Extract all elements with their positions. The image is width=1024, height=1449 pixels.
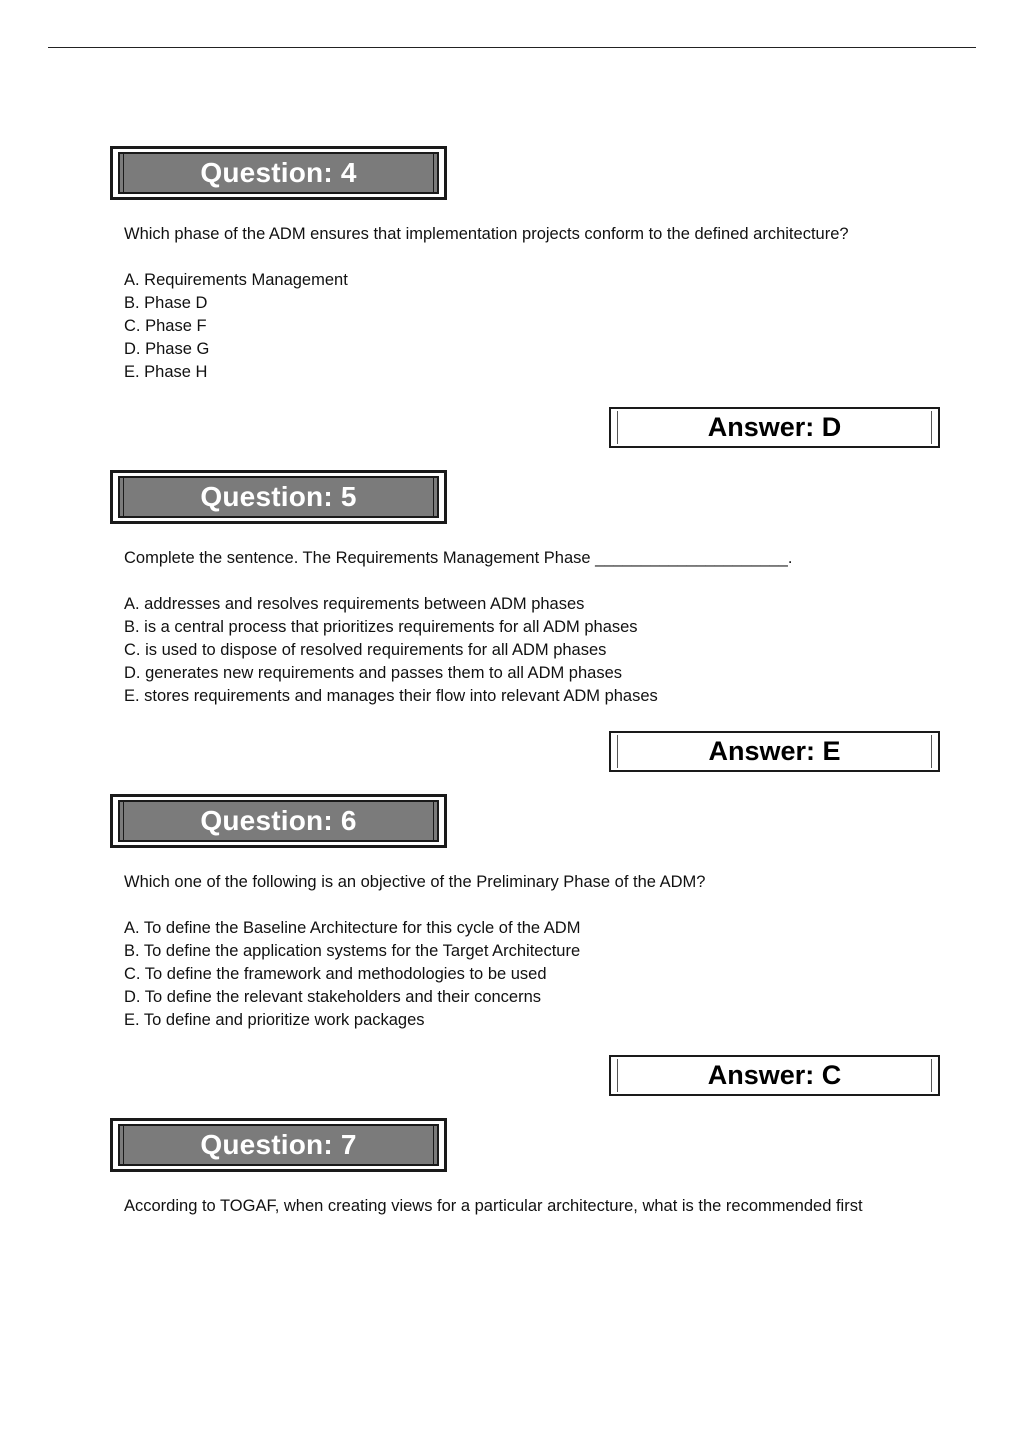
question-number: Question: 4 (200, 157, 357, 188)
question-header (110, 470, 447, 524)
answer-options (124, 593, 944, 708)
top-divider (48, 47, 976, 48)
question-number: Question: 7 (200, 1129, 357, 1160)
question-number: Question: 6 (200, 805, 357, 836)
option-item: A. Requirements Management (124, 271, 348, 289)
answer-box (609, 731, 940, 772)
question-header (110, 146, 447, 200)
option-item: D. generates new requirements and passes them to all ADM phases (124, 664, 623, 682)
option-item: A. addresses and resolves requirements between ADM phases (124, 595, 585, 613)
question-header (110, 1118, 447, 1172)
answer-label: Answer: D (707, 412, 842, 442)
option-item: B. is a central process that prioritizes requirements for all ADM phases (124, 618, 638, 636)
option-item: D. Phase G (124, 340, 210, 358)
answer-label: Answer: C (707, 1060, 842, 1090)
option-item: E. stores requirements and manages their flow into relevant ADM phases (124, 687, 658, 705)
option-item: C. is used to dispose of resolved requirements for all ADM phases (124, 641, 607, 659)
answer-box (609, 407, 940, 448)
answer-box (609, 1055, 940, 1096)
option-item: B. To define the application systems for the Target Architecture (124, 942, 581, 960)
option-item: C. Phase F (124, 317, 207, 335)
answer-options (124, 917, 944, 1032)
question-text: Which one of the following is an objective of the Preliminary Phase of the ADM? (124, 873, 706, 891)
answer-label: Answer: E (708, 736, 841, 766)
option-item: C. To define the framework and methodologies to be used (124, 965, 547, 983)
question-text: Which phase of the ADM ensures that implementation projects conform to the defined architecture? (124, 225, 849, 243)
question-text: Complete the sentence. The Requirements Management Phase _____________________. (124, 549, 793, 567)
option-item: B. Phase D (124, 294, 208, 312)
option-item: A. To define the Baseline Architecture for this cycle of the ADM (124, 919, 581, 937)
option-item: D. To define the relevant stakeholders and their concerns (124, 988, 542, 1006)
question-number: Question: 5 (200, 481, 357, 512)
question-header (110, 794, 447, 848)
question-text: According to TOGAF, when creating views for a particular architecture, what is the recommended first (124, 1197, 863, 1215)
answer-options (124, 269, 944, 384)
option-item: E. Phase H (124, 363, 208, 381)
option-item: E. To define and prioritize work packages (124, 1011, 425, 1029)
